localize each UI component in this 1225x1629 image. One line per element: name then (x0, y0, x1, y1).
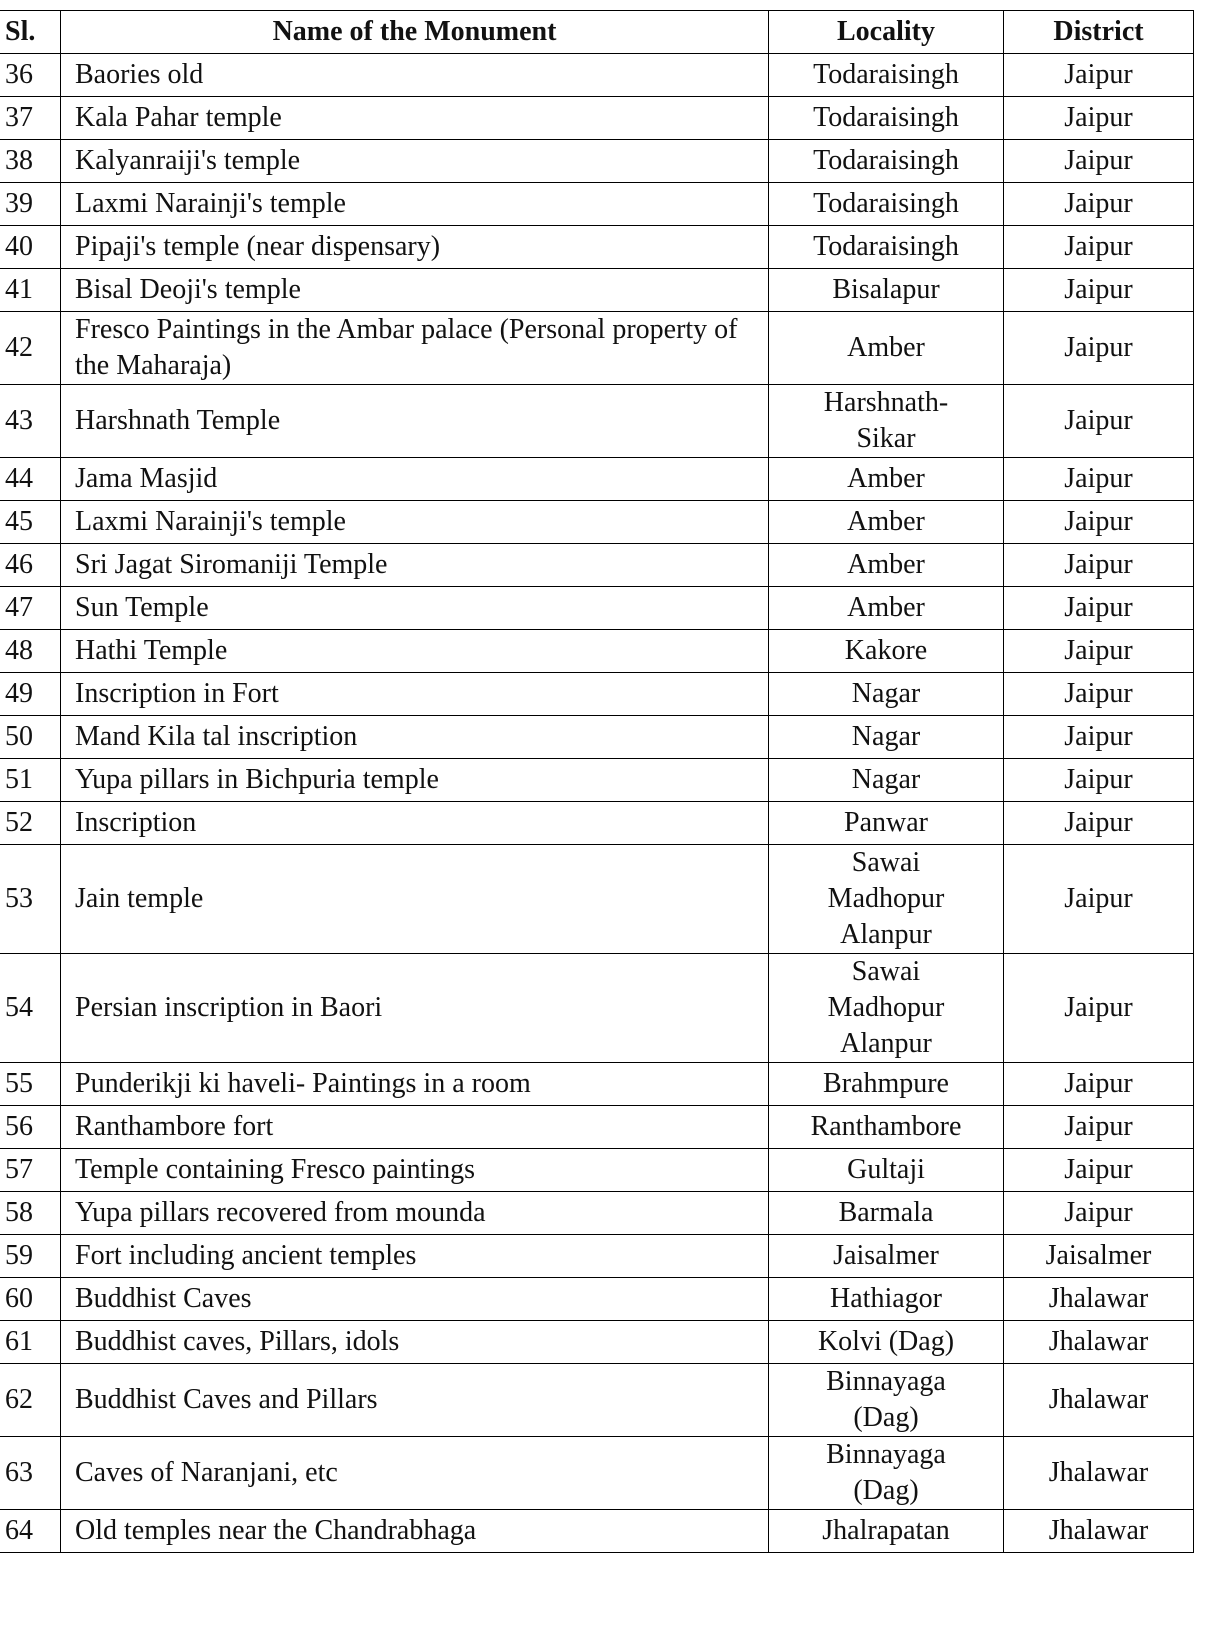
locality-cell: Nagar (769, 759, 1004, 802)
header-row (0, 11, 1194, 54)
locality-cell: Todaraisingh (769, 226, 1004, 269)
locality-cell: Hathiagor (769, 1278, 1004, 1321)
district-cell: Jaipur (1004, 1106, 1194, 1149)
district-cell: Jaipur (1004, 269, 1194, 312)
sl-cell: 46 (0, 544, 61, 587)
table-row (0, 269, 1194, 312)
header-sl: Sl. (0, 11, 61, 54)
table-row (0, 759, 1194, 802)
locality-cell: Sawai Madhopur Alanpur (769, 845, 1004, 954)
locality-cell: Amber (769, 312, 1004, 385)
table-row (0, 97, 1194, 140)
locality-cell: Amber (769, 501, 1004, 544)
name-cell: Jain temple (61, 845, 769, 954)
district-cell: Jhalawar (1004, 1364, 1194, 1437)
sl-cell: 41 (0, 269, 61, 312)
name-cell: Baories old (61, 54, 769, 97)
table-row (0, 1321, 1194, 1364)
name-cell: Old temples near the Chandrabhaga (61, 1510, 769, 1553)
locality-cell: Bisalapur (769, 269, 1004, 312)
locality-cell: Nagar (769, 716, 1004, 759)
name-cell: Laxmi Narainji's temple (61, 501, 769, 544)
header-district: District (1004, 11, 1194, 54)
name-cell: Ranthambore fort (61, 1106, 769, 1149)
locality-cell: Gultaji (769, 1149, 1004, 1192)
district-cell: Jaipur (1004, 759, 1194, 802)
locality-cell: Jaisalmer (769, 1235, 1004, 1278)
name-cell: Kalyanraiji's temple (61, 140, 769, 183)
locality-cell: Amber (769, 458, 1004, 501)
district-cell: Jhalawar (1004, 1437, 1194, 1510)
sl-cell: 63 (0, 1437, 61, 1510)
table-row (0, 1192, 1194, 1235)
district-cell: Jaipur (1004, 501, 1194, 544)
name-cell: Laxmi Narainji's temple (61, 183, 769, 226)
sl-cell: 50 (0, 716, 61, 759)
locality-cell: Harshnath-Sikar (769, 385, 1004, 458)
name-cell: Punderikji ki haveli- Paintings in a room (61, 1063, 769, 1106)
district-cell: Jaipur (1004, 183, 1194, 226)
district-cell: Jaipur (1004, 140, 1194, 183)
locality-cell: Sawai Madhopur Alanpur (769, 954, 1004, 1063)
locality-cell: Todaraisingh (769, 140, 1004, 183)
table-row (0, 312, 1194, 385)
locality-cell: Barmala (769, 1192, 1004, 1235)
name-cell: Persian inscription in Baori (61, 954, 769, 1063)
sl-cell: 43 (0, 385, 61, 458)
district-cell: Jaipur (1004, 312, 1194, 385)
name-cell: Sri Jagat Siromaniji Temple (61, 544, 769, 587)
table-row (0, 1063, 1194, 1106)
table-row (0, 1364, 1194, 1437)
table-row (0, 1149, 1194, 1192)
name-cell: Harshnath Temple (61, 385, 769, 458)
district-cell: Jaipur (1004, 226, 1194, 269)
table-row (0, 1510, 1194, 1553)
locality-cell: Ranthambore (769, 1106, 1004, 1149)
sl-cell: 57 (0, 1149, 61, 1192)
district-cell: Jaipur (1004, 587, 1194, 630)
district-cell: Jaipur (1004, 630, 1194, 673)
name-cell: Kala Pahar temple (61, 97, 769, 140)
table-header (0, 11, 1194, 54)
district-cell: Jhalawar (1004, 1278, 1194, 1321)
locality-cell: Panwar (769, 802, 1004, 845)
name-cell: Temple containing Fresco paintings (61, 1149, 769, 1192)
table-row (0, 802, 1194, 845)
sl-cell: 52 (0, 802, 61, 845)
sl-cell: 42 (0, 312, 61, 385)
name-cell: Fort including ancient temples (61, 1235, 769, 1278)
district-cell: Jhalawar (1004, 1321, 1194, 1364)
name-cell: Sun Temple (61, 587, 769, 630)
table-row (0, 1106, 1194, 1149)
locality-cell: Todaraisingh (769, 97, 1004, 140)
sl-cell: 62 (0, 1364, 61, 1437)
district-cell: Jaipur (1004, 802, 1194, 845)
table-row (0, 630, 1194, 673)
district-cell: Jaipur (1004, 716, 1194, 759)
district-cell: Jaipur (1004, 845, 1194, 954)
locality-cell: Brahmpure (769, 1063, 1004, 1106)
table-row (0, 385, 1194, 458)
header-name: Name of the Monument (61, 11, 769, 54)
name-cell: Hathi Temple (61, 630, 769, 673)
district-cell: Jaipur (1004, 1192, 1194, 1235)
district-cell: Jaisalmer (1004, 1235, 1194, 1278)
sl-cell: 49 (0, 673, 61, 716)
sl-cell: 38 (0, 140, 61, 183)
sl-cell: 61 (0, 1321, 61, 1364)
sl-cell: 44 (0, 458, 61, 501)
table-row (0, 587, 1194, 630)
district-cell: Jaipur (1004, 1063, 1194, 1106)
name-cell: Bisal Deoji's temple (61, 269, 769, 312)
table-row (0, 1235, 1194, 1278)
name-cell: Buddhist Caves and Pillars (61, 1364, 769, 1437)
sl-cell: 58 (0, 1192, 61, 1235)
locality-cell: Amber (769, 544, 1004, 587)
sl-cell: 45 (0, 501, 61, 544)
district-cell: Jaipur (1004, 954, 1194, 1063)
sl-cell: 39 (0, 183, 61, 226)
district-cell: Jaipur (1004, 97, 1194, 140)
name-cell: Inscription in Fort (61, 673, 769, 716)
table-row (0, 501, 1194, 544)
district-cell: Jaipur (1004, 1149, 1194, 1192)
sl-cell: 59 (0, 1235, 61, 1278)
district-cell: Jaipur (1004, 385, 1194, 458)
locality-cell: Amber (769, 587, 1004, 630)
sl-cell: 60 (0, 1278, 61, 1321)
district-cell: Jaipur (1004, 54, 1194, 97)
sl-cell: 48 (0, 630, 61, 673)
name-cell: Buddhist Caves (61, 1278, 769, 1321)
table-row (0, 54, 1194, 97)
sl-cell: 55 (0, 1063, 61, 1106)
locality-cell: Todaraisingh (769, 54, 1004, 97)
district-cell: Jaipur (1004, 458, 1194, 501)
table-row (0, 1278, 1194, 1321)
district-cell: Jhalawar (1004, 1510, 1194, 1553)
district-cell: Jaipur (1004, 673, 1194, 716)
name-cell: Caves of Naranjani, etc (61, 1437, 769, 1510)
monuments-table (0, 10, 1194, 1553)
locality-cell: Nagar (769, 673, 1004, 716)
table-row (0, 226, 1194, 269)
table-row (0, 458, 1194, 501)
table-row (0, 845, 1194, 954)
table-row (0, 1437, 1194, 1510)
table-row (0, 183, 1194, 226)
name-cell: Jama Masjid (61, 458, 769, 501)
locality-cell: Todaraisingh (769, 183, 1004, 226)
name-cell: Inscription (61, 802, 769, 845)
sl-cell: 40 (0, 226, 61, 269)
table-row (0, 673, 1194, 716)
name-cell: Mand Kila tal inscription (61, 716, 769, 759)
sl-cell: 54 (0, 954, 61, 1063)
sl-cell: 47 (0, 587, 61, 630)
name-cell: Fresco Paintings in the Ambar palace (Personal property of the Maharaja) (61, 312, 769, 385)
table-row (0, 954, 1194, 1063)
table-row (0, 716, 1194, 759)
locality-cell: Binnayaga (Dag) (769, 1364, 1004, 1437)
locality-cell: Kolvi (Dag) (769, 1321, 1004, 1364)
locality-cell: Binnayaga (Dag) (769, 1437, 1004, 1510)
sl-cell: 56 (0, 1106, 61, 1149)
locality-cell: Jhalrapatan (769, 1510, 1004, 1553)
sl-cell: 64 (0, 1510, 61, 1553)
table-body (0, 54, 1194, 1553)
sl-cell: 51 (0, 759, 61, 802)
locality-cell: Kakore (769, 630, 1004, 673)
name-cell: Buddhist caves, Pillars, idols (61, 1321, 769, 1364)
name-cell: Yupa pillars recovered from mounda (61, 1192, 769, 1235)
name-cell: Pipaji's temple (near dispensary) (61, 226, 769, 269)
district-cell: Jaipur (1004, 544, 1194, 587)
sl-cell: 36 (0, 54, 61, 97)
table-row (0, 140, 1194, 183)
name-cell: Yupa pillars in Bichpuria temple (61, 759, 769, 802)
sl-cell: 37 (0, 97, 61, 140)
header-locality: Locality (769, 11, 1004, 54)
table-row (0, 544, 1194, 587)
sl-cell: 53 (0, 845, 61, 954)
